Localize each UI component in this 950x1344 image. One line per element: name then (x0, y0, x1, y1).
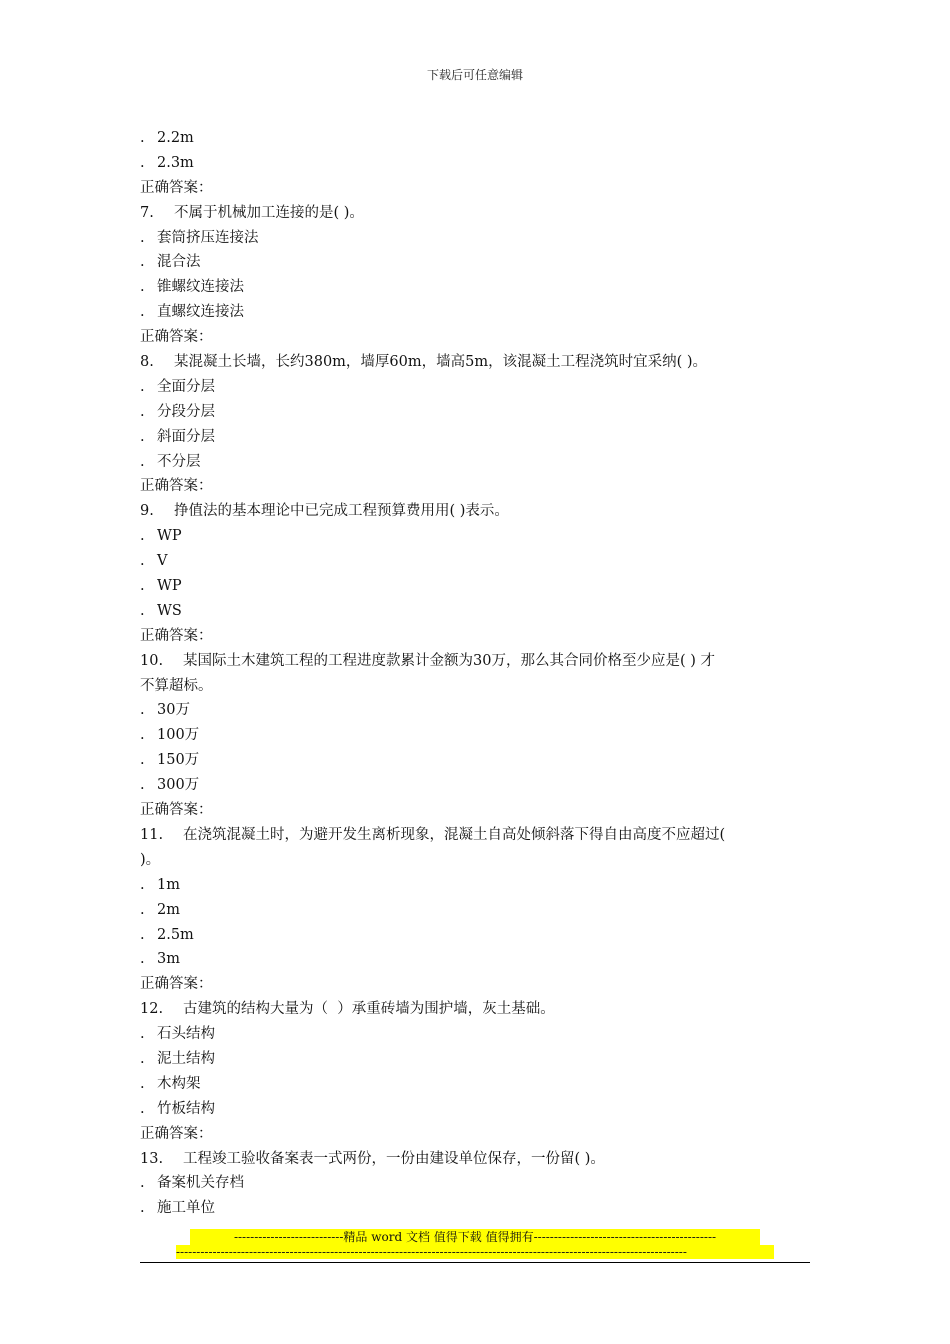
question (140, 201, 812, 226)
option-text: WP (157, 578, 182, 595)
answer-option (140, 898, 812, 923)
question-number: 7. (140, 204, 154, 221)
option-text: 2.5m (157, 926, 194, 943)
option-marker: . (140, 702, 145, 719)
question (140, 649, 812, 674)
option-marker: . (140, 1175, 145, 1192)
option-text: 30万 (157, 702, 190, 719)
answer-option (140, 1072, 812, 1097)
answer-option (140, 375, 812, 400)
option-marker: . (140, 951, 145, 968)
option-text: WS (157, 602, 182, 619)
option-marker: . (140, 528, 145, 545)
option-marker: . (140, 1050, 145, 1067)
answer-option (140, 450, 812, 475)
correct-answer-label: 正确答案： (140, 627, 213, 644)
question-text: 在浇筑混凝土时，为避开发生离析现象，混凝土自高处倾斜落下得自由高度不应超过( (183, 826, 726, 843)
option-text: 混合法 (157, 254, 201, 271)
option-text: 2m (157, 901, 180, 918)
option-text: 斜面分层 (157, 428, 215, 445)
answer-option (140, 723, 812, 748)
option-text: 施工单位 (157, 1200, 215, 1217)
answer-option (140, 1022, 812, 1047)
answer-option (140, 1171, 812, 1196)
page-header: 下载后可任意编辑 (426, 68, 523, 82)
option-marker: . (140, 578, 145, 595)
answer-option (140, 549, 812, 574)
option-text: 100万 (157, 727, 200, 744)
option-text: V (157, 553, 168, 570)
option-text: 不分层 (157, 453, 201, 470)
answer-option (140, 1047, 812, 1072)
option-text: 泥土结构 (157, 1050, 215, 1067)
answer-option (140, 300, 812, 325)
option-marker: . (140, 901, 145, 918)
footer-banner-dashes: ------------------------------------------------------------------------------------------------------------------------------ (176, 1245, 774, 1259)
option-text: 3m (157, 951, 180, 968)
question-number: 8. (140, 354, 154, 371)
option-marker: . (140, 229, 145, 246)
answer-option (140, 698, 812, 723)
question-number: 10. (140, 652, 164, 669)
option-marker: . (140, 403, 145, 420)
option-marker: . (140, 1200, 145, 1217)
correct-answer-label: 正确答案： (140, 179, 213, 196)
answer-option (140, 599, 812, 624)
question-text: 工程竣工验收备案表一式两份，一份由建设单位保存，一份留( )。 (183, 1150, 605, 1167)
option-text: 直螺纹连接法 (157, 304, 244, 321)
answer-option (140, 748, 812, 773)
question-text: 某国际土木建筑工程的工程进度款累计金额为30万，那么其合同价格至少应是( ) 才 (183, 652, 715, 669)
question-text: 某混凝土长墙，长约380m，墙厚60m，墙高5m，该混凝土工程浇筑时宜采纳( )。 (174, 354, 708, 371)
option-text: 全面分层 (157, 378, 215, 395)
question-text: 古建筑的结构大量为（ ）承重砖墙为围护墙，灰土基础。 (183, 1001, 555, 1018)
option-marker: . (140, 453, 145, 470)
option-text: 木构架 (157, 1075, 201, 1092)
option-text: 150万 (157, 752, 200, 769)
option-marker: . (140, 1075, 145, 1092)
option-text: 石头结构 (157, 1026, 215, 1043)
document-body (140, 126, 812, 1221)
question-continuation: )。 (140, 851, 161, 868)
question (140, 823, 812, 848)
question-text: 挣值法的基本理论中已完成工程预算费用用( )表示。 (174, 503, 509, 520)
option-marker: . (140, 777, 145, 794)
question-continuation: 不算超标。 (140, 677, 213, 694)
answer-option (140, 1196, 812, 1221)
option-text: 套筒挤压连接法 (157, 229, 259, 246)
question (140, 1147, 812, 1172)
answer-option (140, 923, 812, 948)
question (140, 350, 812, 375)
option-marker: . (140, 154, 145, 171)
option-marker: . (140, 130, 145, 146)
answer-option (140, 524, 812, 549)
option-marker: . (140, 254, 145, 271)
footer-rule (140, 1262, 810, 1263)
correct-answer-label: 正确答案： (140, 329, 213, 346)
option-text: 分段分层 (157, 403, 215, 420)
answer-option (140, 574, 812, 599)
correct-answer-label: 正确答案： (140, 1125, 213, 1142)
option-marker: . (140, 727, 145, 744)
option-marker: . (140, 304, 145, 321)
footer-banner-text: ---------------------------精品 word 文档 值得下载 值得拥有--------------------------------------------- (190, 1229, 760, 1245)
option-text: 300万 (157, 777, 200, 794)
option-marker: . (140, 553, 145, 570)
question (140, 997, 812, 1022)
question-number: 13. (140, 1150, 164, 1167)
option-marker: . (140, 1100, 145, 1117)
option-text: 2.3m (157, 154, 194, 171)
option-marker: . (140, 428, 145, 445)
question-number: 12. (140, 1001, 164, 1018)
option-text: 2.2m (157, 130, 194, 146)
answer-option (140, 400, 812, 425)
option-marker: . (140, 1026, 145, 1043)
question (140, 499, 812, 524)
answer-option (140, 250, 812, 275)
option-text: WP (157, 528, 182, 545)
option-marker: . (140, 926, 145, 943)
option-marker: . (140, 279, 145, 296)
option-marker: . (140, 602, 145, 619)
answer-option (140, 226, 812, 251)
answer-option (140, 126, 812, 151)
answer-option (140, 947, 812, 972)
option-text: 备案机关存档 (157, 1175, 244, 1192)
option-text: 锥螺纹连接法 (157, 279, 244, 296)
question-text: 不属于机械加工连接的是( )。 (174, 204, 364, 221)
option-marker: . (140, 378, 145, 395)
answer-option (140, 773, 812, 798)
question-number: 11. (140, 826, 164, 843)
correct-answer-label: 正确答案： (140, 478, 213, 495)
correct-answer-label: 正确答案： (140, 976, 213, 993)
answer-option (140, 873, 812, 898)
answer-option (140, 275, 812, 300)
option-marker: . (140, 752, 145, 769)
question-number: 9. (140, 503, 154, 520)
correct-answer-label: 正确答案： (140, 802, 213, 819)
option-text: 竹板结构 (157, 1100, 215, 1117)
option-marker: . (140, 876, 145, 893)
answer-option (140, 425, 812, 450)
answer-option (140, 1097, 812, 1122)
answer-option (140, 151, 812, 176)
option-text: 1m (157, 876, 180, 893)
